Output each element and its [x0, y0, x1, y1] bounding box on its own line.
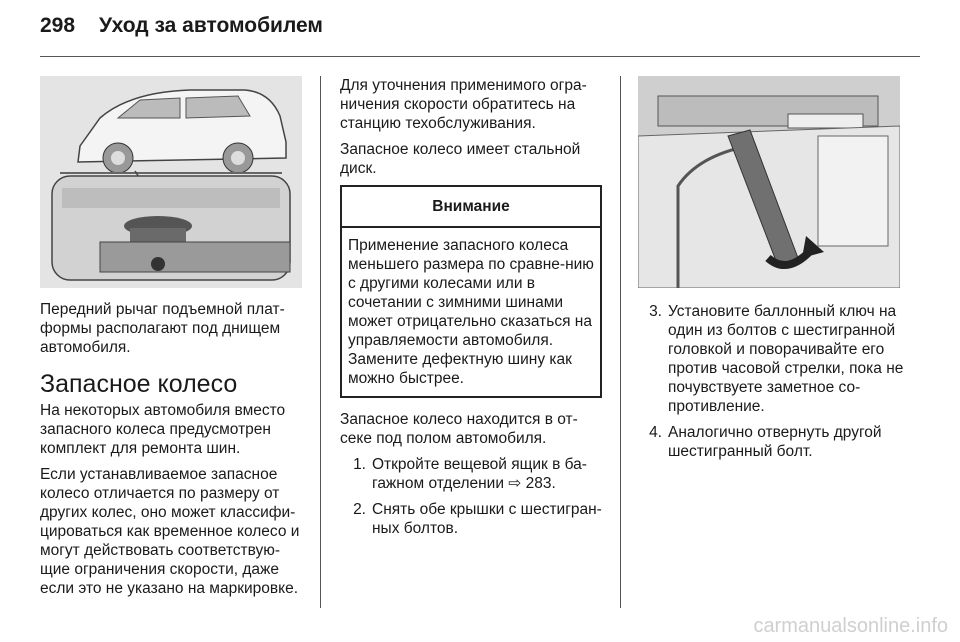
paragraph: Если устанавливаемое запасное колесо отличается по размеру от других колес, оно может классифи-цироваться как временное колесо и могут действовать соответствую-щие ограничения скорости, даже если это не указано на маркировке.	[40, 466, 300, 597]
column-divider-left	[320, 76, 321, 608]
warning-box	[340, 185, 602, 398]
left-column	[40, 300, 306, 605]
steps-list	[636, 302, 904, 461]
list-item: 1. Откройте вещевой ящик в ба-гажном отделении ⇨ 283.	[353, 456, 587, 492]
paragraph: Запасное колесо имеет стальной диск.	[340, 141, 581, 177]
list-item: 2. Снять обе крышки с шестигран-ных болтов.	[353, 501, 602, 537]
list-item: 3. Установите баллонный ключ на один из болтов с шестигранной головкой и поворачивайте его против часовой стрелки, пока не почувствуете заметное со-противление.	[649, 303, 904, 415]
car-lift-illustration	[40, 76, 302, 288]
page-header	[40, 14, 323, 38]
wrench-illustration	[638, 76, 900, 288]
figure-caption: Передний рычаг подъемной плат-формы располагают под днищем автомобиля.	[40, 301, 285, 356]
header-rule	[40, 56, 920, 57]
column-divider-right	[620, 76, 621, 608]
paragraph: На некоторых автомобиля вместо запасного колеса предусмотрен комплект для ремонта шин.	[40, 402, 286, 457]
middle-column	[340, 76, 602, 545]
watermark: carmanualsonline.info	[753, 615, 948, 637]
warning-title: Внимание	[342, 187, 600, 228]
paragraph: Запасное колесо находится в от-секе под полом автомобиля.	[340, 411, 578, 447]
steps-list	[340, 455, 602, 538]
section-title: Уход за автомобилем	[99, 14, 323, 37]
page-number: 298	[40, 14, 76, 37]
list-item: 4. Аналогично отвернуть другой шестигранный болт.	[649, 424, 882, 460]
section-heading: Запасное колесо	[40, 370, 238, 398]
warning-text: Применение запасного колеса меньшего размера по сравне-нию с другими колесами или в сочетании с зимними шинами может отрицательно сказаться на управляемости автомобиля. Замените дефектную шину как можно быстрее.	[348, 237, 594, 387]
paragraph: Для уточнения применимого огра-ничения скорости обратитесь на станцию техобслуживания.	[340, 77, 587, 132]
right-column	[636, 302, 904, 468]
